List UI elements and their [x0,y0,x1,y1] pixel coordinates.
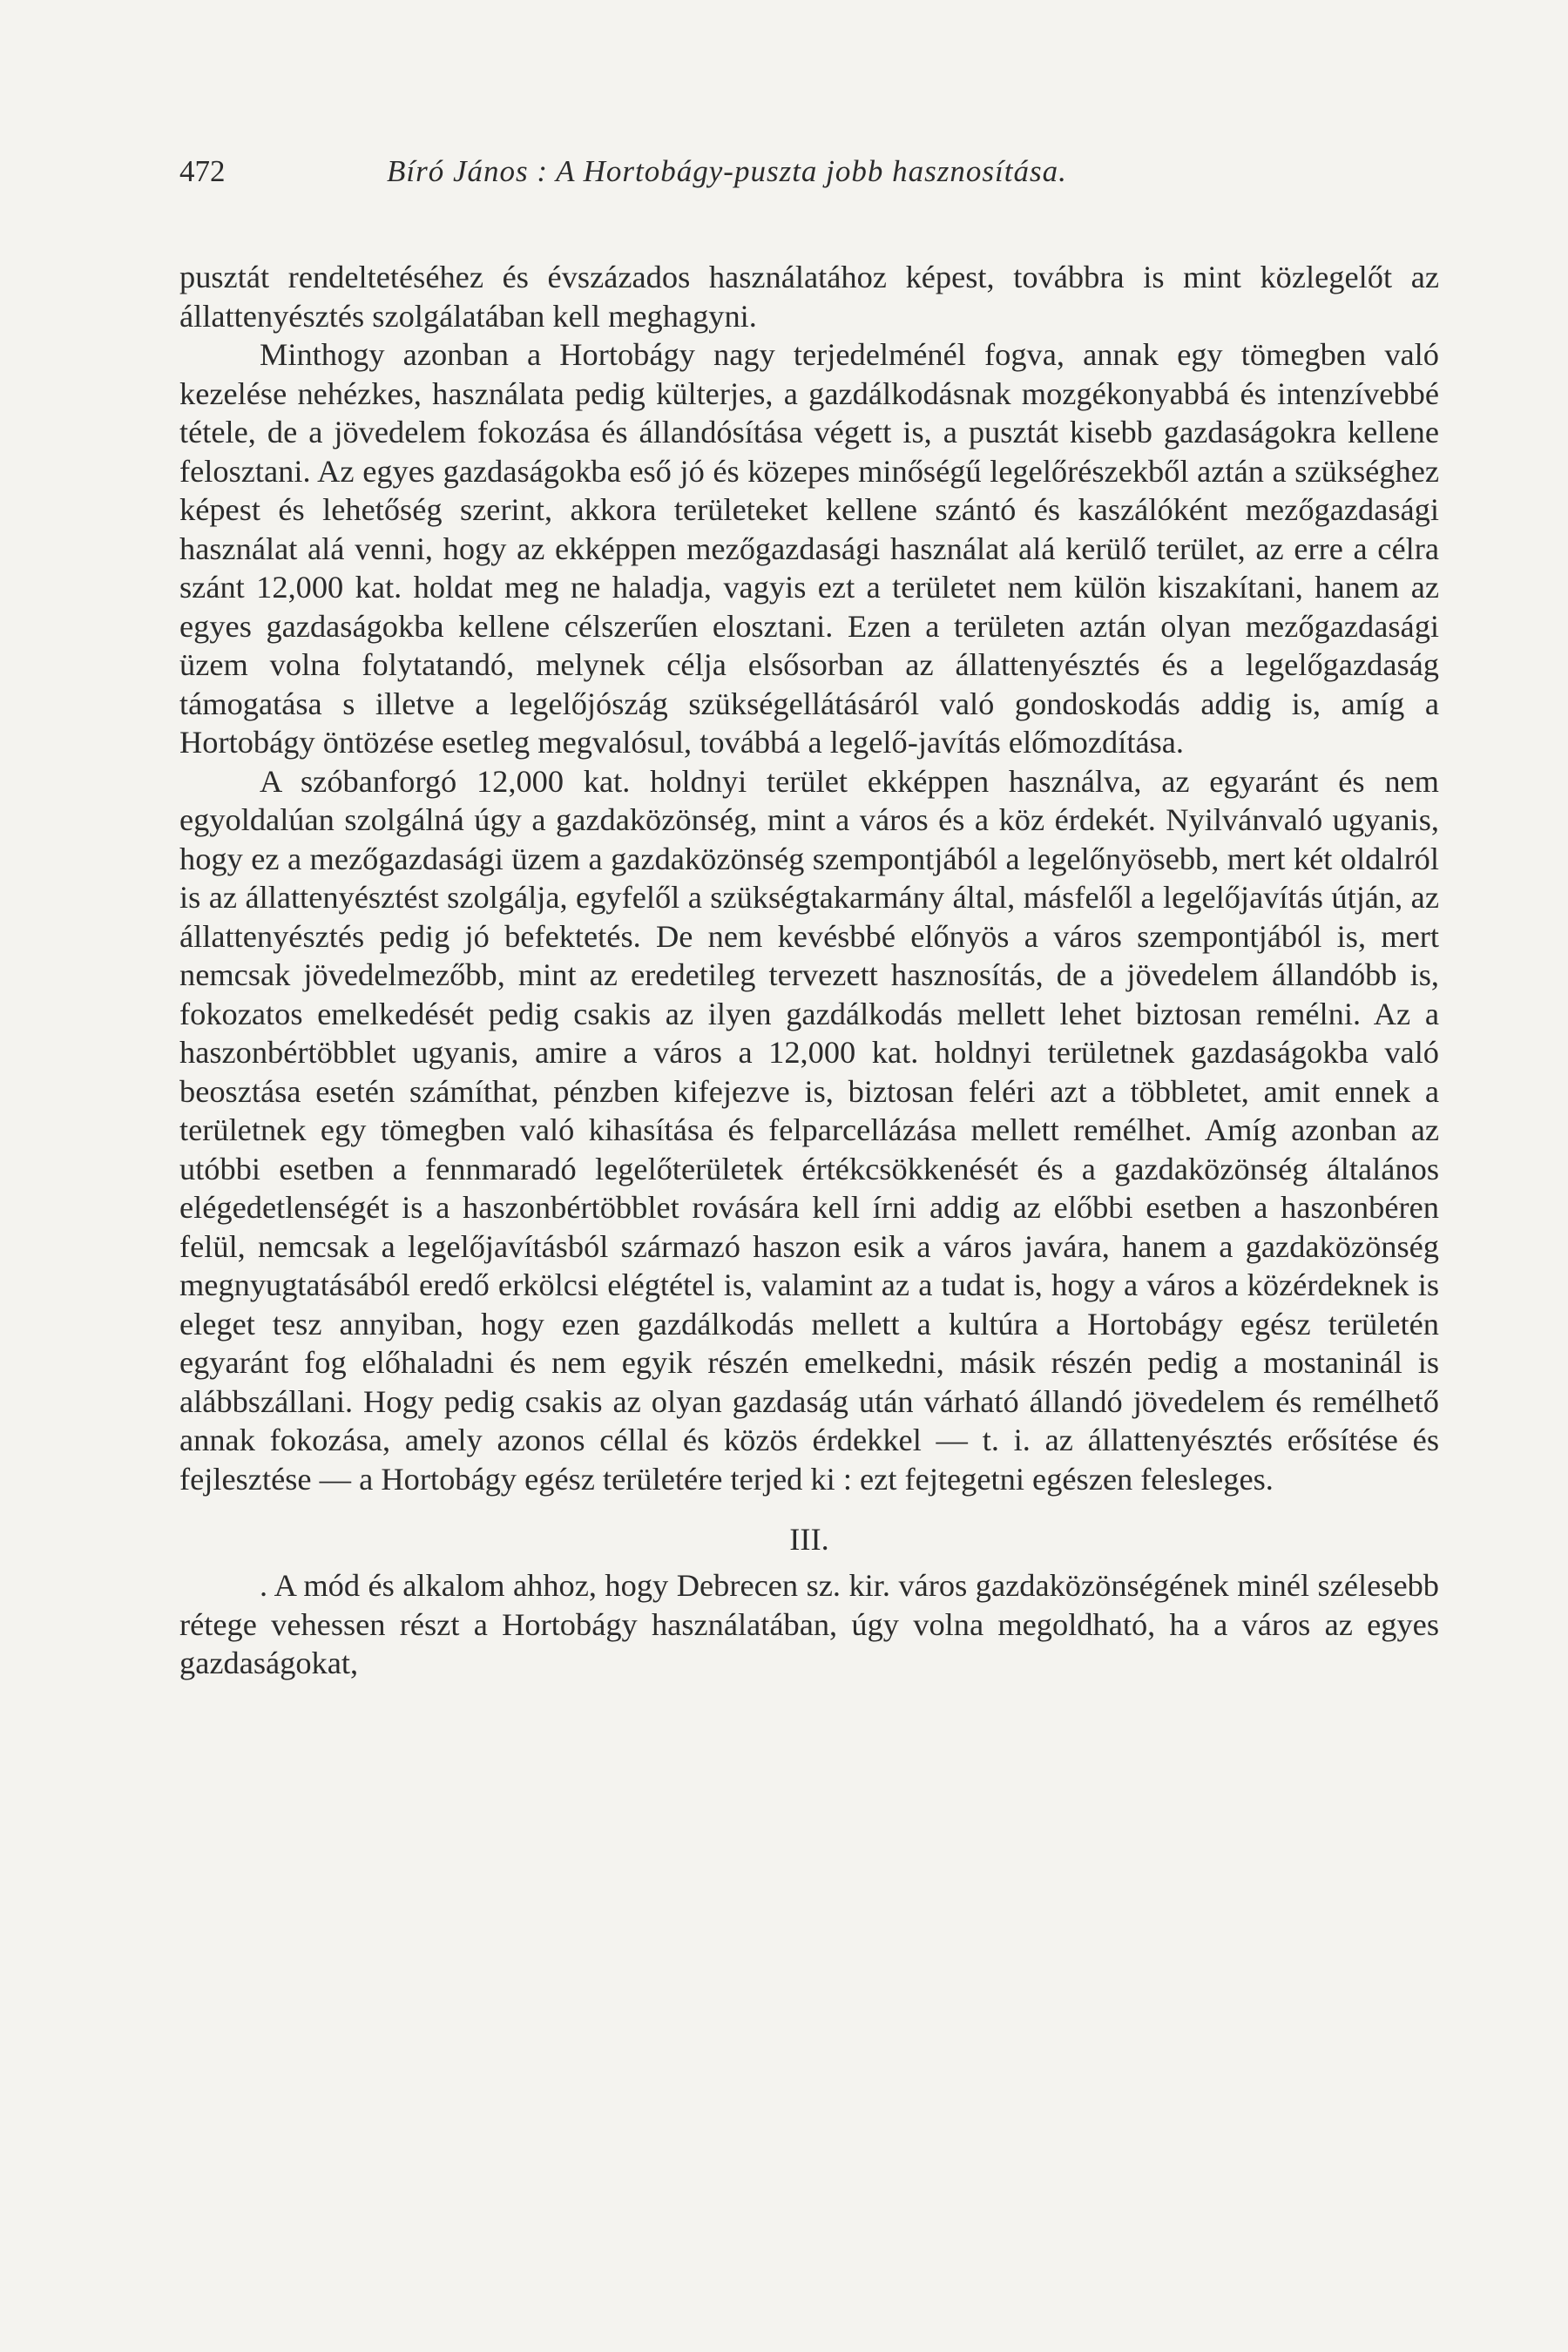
body-text [179,258,1439,1683]
paragraph: Minthogy azonban a Hortobágy nagy terjedelménél fogva, annak egy tömegben való kezelése nehézkes, használata pedig külterjes, a gazdálkodásnak mozgékonyabbá és intenzívebbé tétele, de a jövedelem fokozása és állandósítása végett is, a pusztát kisebb gazdaságokra kellene felosztani. Az egyes gazdaságokba eső jó és közepes minőségű legelőrészekből aztán a szükséghez képest és lehetőség szerint, akkora területeket kellene szántó és kaszálóként mezőgazdasági használat alá venni, hogy az ekképpen mezőgazdasági használat alá kerülő terület, az erre a célra szánt 12,000 kat. holdat meg ne haladja, vagyis ezt a területet nem külön kiszakítani, hanem az egyes gazdaságokba kellene célszerűen elosztani. Ezen a területen aztán olyan mezőgazdasági üzem volna folytatandó, melynek célja elsősorban az állattenyésztés és a legelőgazdaság támogatása s illetve a legelőjószág szükségellátásáról való gondoskodás addig is, amíg a Hortobágy öntözése esetleg megvalósul, továbbá a legelő-javítás előmozdítása. [179,337,1439,760]
page-header [179,150,1251,193]
section-heading: III. [789,1522,829,1557]
paragraph: A szóbanforgó 12,000 kat. holdnyi terület ekképpen használva, az egyaránt és nem egyoldalúan szolgálná úgy a gazdaközönség, mint a város és a köz érdekét. Nyilvánvaló ugyanis, hogy ez a mezőgazdasági üzem a gazdaközönség szempontjából a legelőnyösebb, mert két oldalról is az állattenyésztést szolgálja, egyfelől a szükségtakarmány által, másfelől a legelőjavítás útján, az állattenyésztés pedig jó befektetés. De nem kevésbbé előnyös a város szempontjából is, mert nemcsak jövedelmezőbb, mint az eredetileg tervezett hasznosítás, de a jövedelem állandóbb is, fokozatos emelkedését pedig csakis az ilyen gazdálkodás mellett lehet biztosan remélni. Az a haszonbértöbblet ugyanis, amire a város a 12,000 kat. holdnyi területnek gazdaságokba való beosztása esetén számíthat, pénzben kifejezve is, biztosan feléri azt a többletet, amit ennek a területnek egy tömegben való kihasítása és felparcellázása mellett remélhet. Amíg azonban az utóbbi esetben a fennmaradó legelőterületek értékcsökkenését és a gazdaközönség általános elégedetlenségét is a haszonbértöbblet rovására kell írni addig az előbbi esetben a haszonbéren felül, nemcsak a legelőjavításból származó haszon esik a város javára, hanem a gazdaközönség megnyugtatásából eredő erkölcsi elégtétel is, valamint az a tudat is, hogy a város a közérdeknek is eleget tesz annyiban, hogy ezen gazdálkodás mellett a kultúra a Hortobágy egész területén egyaránt fog előhaladni és nem egyik részén emelkedni, másik részén pedig a mostaninál is alábbszállani. Hogy pedig csakis az olyan gazdaság után várható állandó jövedelem és remélhető annak fokozása, amely azonos céllal és közös érdekkel — t. i. az állattenyésztés erősítése és fejlesztése — a Hortobágy egész területére terjed ki : ezt fejtegetni egészen felesleges. [179,763,1439,1497]
running-head: Bíró János : A Hortobágy-puszta jobb hasznosítása. [387,154,1067,188]
paragraph: . A mód és alkalom ahhoz, hogy Debrecen sz. kir. város gazdaközönségének minél szélesebb rétege vehessen részt a Hortobágy használatában, úgy volna megoldható, ha a város az egyes gazdaságokat, [179,1568,1439,1680]
page-number: 472 [179,154,226,188]
paragraph-continued: pusztát rendeltetéséhez és évszázados használatához képest, továbbra is mint közlegelőt az állattenyésztés szolgálatában kell meghagyni. [179,260,1439,334]
